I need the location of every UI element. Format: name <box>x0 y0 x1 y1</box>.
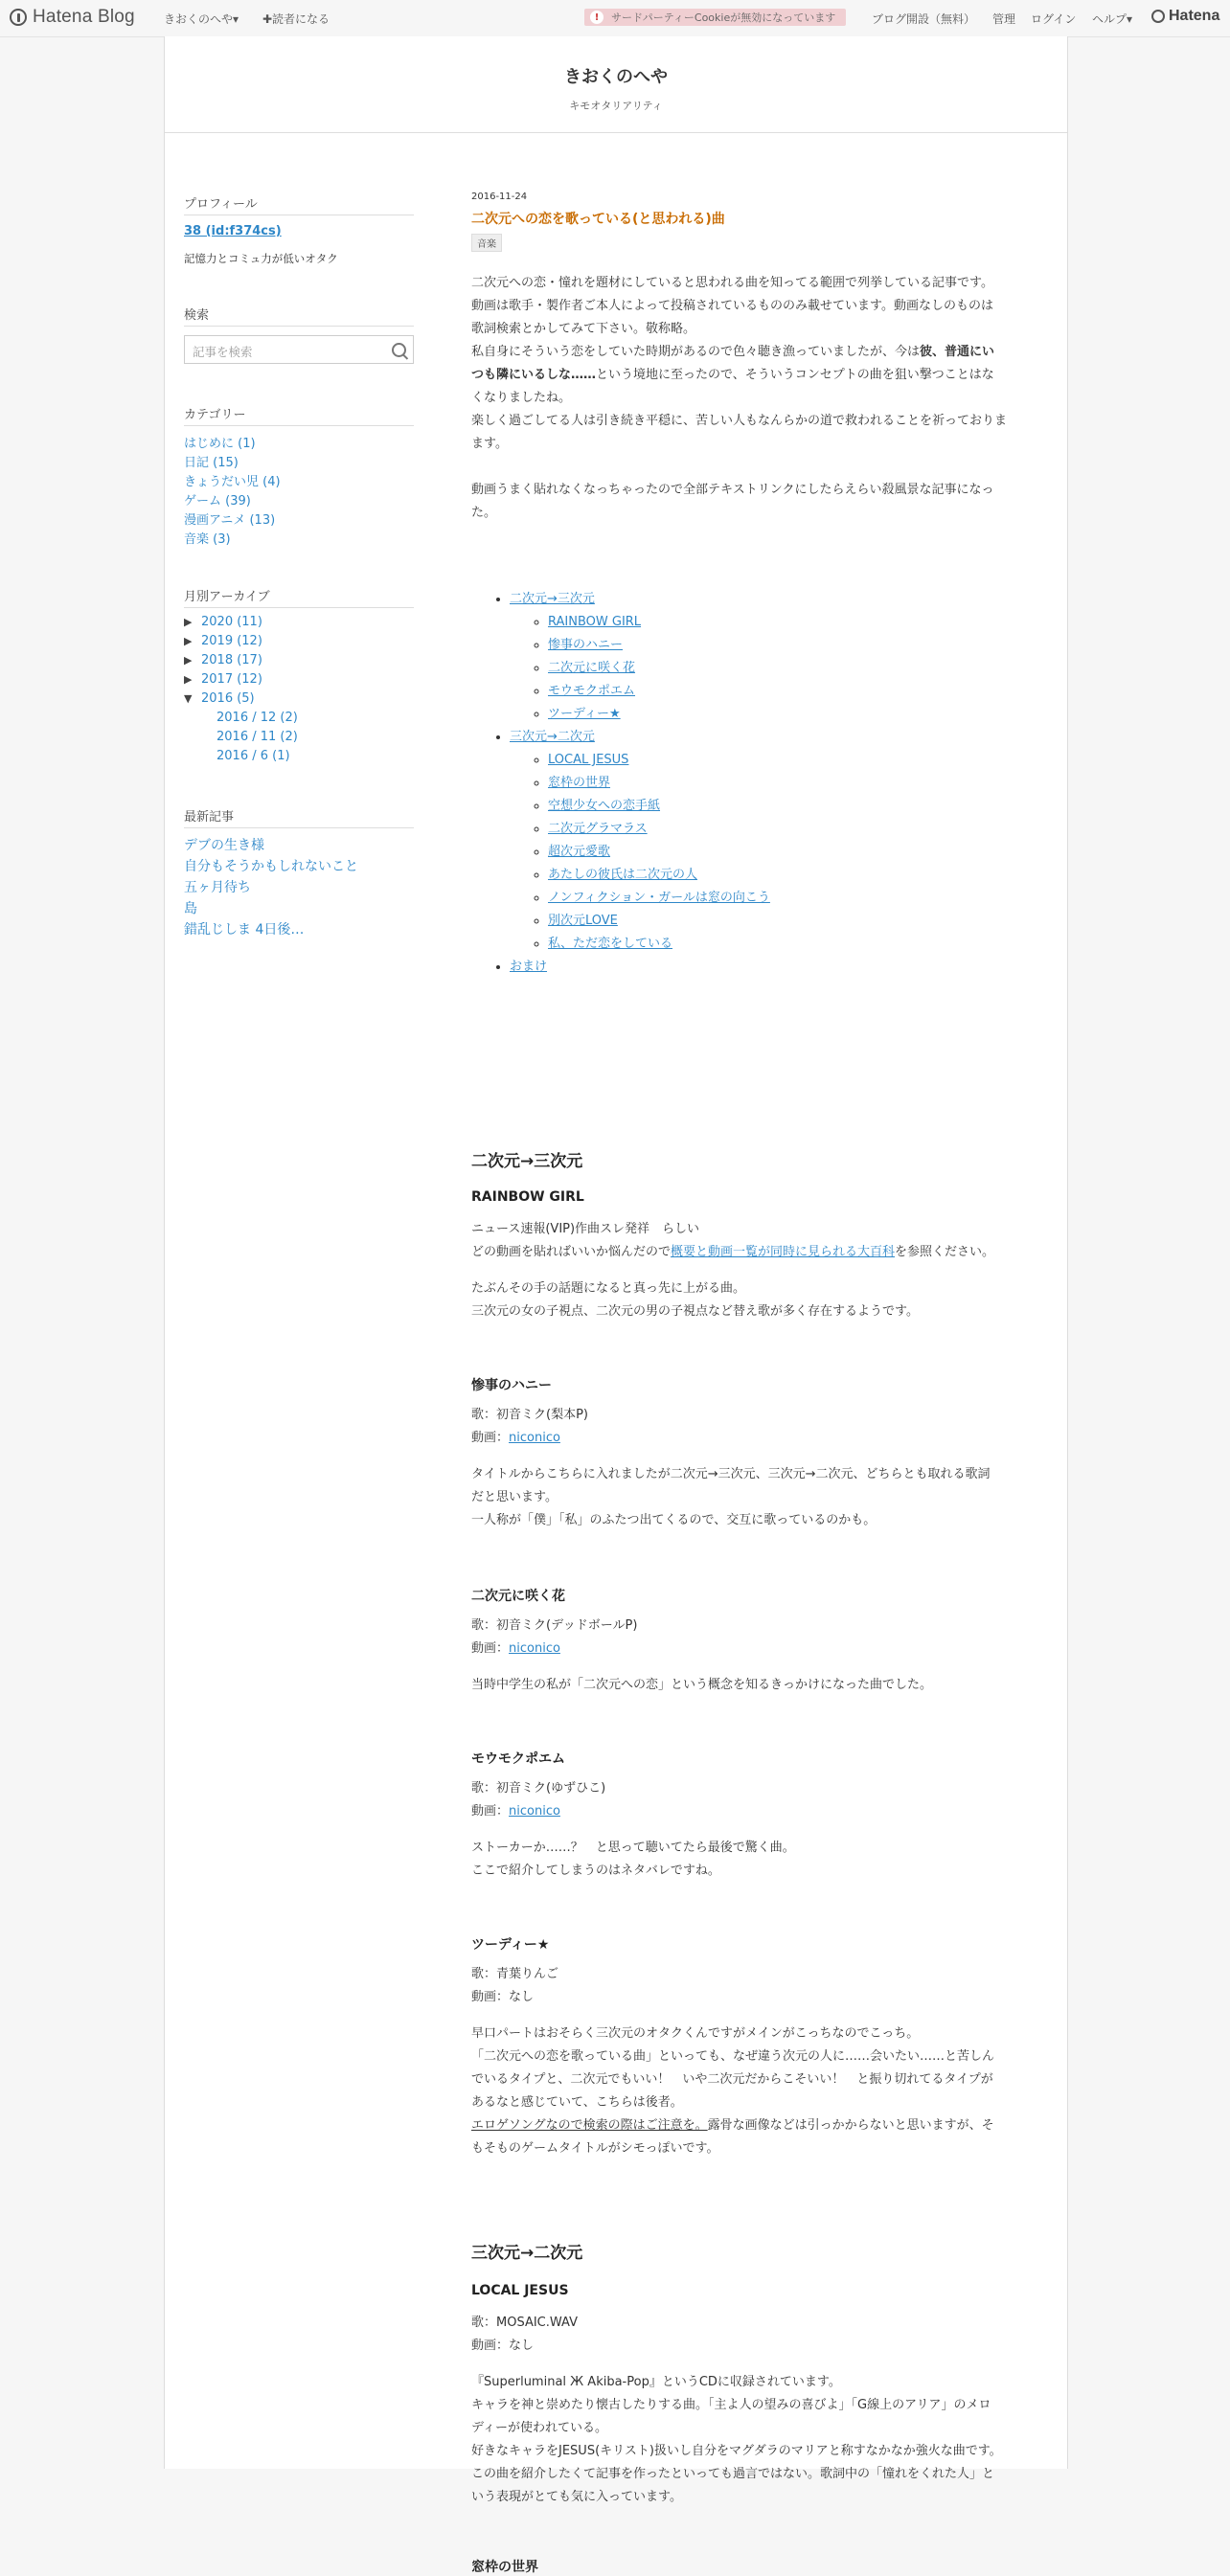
category-link[interactable]: きょうだい児 (4) <box>184 475 281 489</box>
toc-link[interactable]: LOCAL JESUS <box>548 753 629 767</box>
archive-year[interactable]: ▶ 2019 (12) <box>184 634 262 648</box>
archive-month[interactable]: 2016 / 6 (1) <box>216 749 290 763</box>
archive-heading: 月別アーカイブ <box>184 586 414 608</box>
search-box <box>184 335 414 364</box>
hatena-icon <box>1151 10 1165 23</box>
toc-link[interactable]: ツーディー★ <box>548 707 621 721</box>
song-comment: 早口パートはおそらく三次元のオタクくんですがメインがこっちなのでこっち。 「二次元への恋を歌っている曲」といっても、なぜ違う次元の人に……会いたい……と苦しん でいるタイプと、二次元でもいい！ いや二次元だからこそいい！ と振り切れてるタイプが あるなと感じていて、こちらは後者。 エロゲソングなので検索の際はご注意を。露骨な画像などは引っかからないと思いますが、そ もそものゲームタイトルがシモっぽいです。 <box>471 2026 995 2156</box>
song-comment: 当時中学生の私が「二次元への恋」という概念を知るきっかけになった曲でした。 <box>471 1678 933 1692</box>
section-heading: 二次元→三次元 <box>471 1152 583 1171</box>
toc-link[interactable]: おまけ <box>510 960 548 974</box>
category-link[interactable]: 日記 (15) <box>184 456 239 470</box>
start-blog-link[interactable]: ブログ開設（無料） <box>872 12 976 26</box>
profile-text: 記憶力とコミュ力が低いオタク <box>184 252 338 265</box>
expand-arrow-icon[interactable]: ▶ <box>184 616 193 628</box>
toc-link[interactable]: 窓枠の世界 <box>548 776 611 790</box>
archive-month[interactable]: 2016 / 11 (2) <box>216 730 298 744</box>
song-comment: たぶんその手の話題になると真っ先に上がる曲。 三次元の女の子視点、二次元の男の子視点など替え歌が多く存在するようです。 <box>471 1281 919 1319</box>
toc-link[interactable]: 私、ただ恋をしている <box>548 937 673 951</box>
toc-link[interactable]: モウモクポエム <box>548 684 636 698</box>
intro-text: 二次元への恋・憧れを題材にしていると思われる曲を知ってる範囲で列挙している記事です。 動画は歌手・製作者ご本人によって投稿されているもののみ載せています。動画なしのものは 歌詞検索とかしてみて下さい。敬称略。 私自身にそういう恋をしていた時期があるので色々聴き漁っていましたが、今は彼、普通にい つも隣にいるしな……という境地に至ったので、そういうコンセプトの曲を狙い撃つことはな くなりましたね。 楽しく過ごしてる人は引き続き平穏に、苦しい人もなんらかの道で救われることを祈っておりま ます。 <box>471 276 1008 451</box>
recent-article-link[interactable]: 自分もそうかもしれないこと <box>184 859 358 874</box>
blog-title[interactable]: きおくのへや <box>564 67 668 87</box>
song-comment: ストーカーか……？ と思って聴いてたら最後で驚く曲。 ここで紹介してしまうのはネタバレですね。 <box>471 1841 795 1878</box>
song-description: 歌：青葉りんご 動画：なし <box>471 1967 559 2004</box>
profile-link[interactable]: 38 (id:f374cs) <box>184 224 282 238</box>
song-comment: 『Superluminal Ж Akiba-Pop』というCDに収録されています。 キャラを神と崇めたり懐古したりする曲。「主よ人の望みの喜びよ」「G線上のアリア」のメロ ディーが使われている。 好きなキャラをJESUS(キリスト)扱いし自分をマグダラのマリアと称すなかなか強火な曲です。 この曲を紹介したくて記事を作ったといっても過言ではない。歌詞中の「憧れをくれた人」と いう表現がとても気に入っています。 <box>471 2375 1002 2504</box>
cookie-notice[interactable]: ! サードパーティーCookieが無効になっています <box>584 9 846 26</box>
recent-article-link[interactable]: 錯乱じしま 4日後… <box>184 922 305 938</box>
toc-link[interactable]: 二次元→三次元 <box>510 592 595 606</box>
expand-arrow-icon[interactable]: ▶ <box>184 635 193 647</box>
blog-description: キモオタリアリティ <box>569 100 663 112</box>
entry-date[interactable]: 2016-11-24 <box>471 192 528 202</box>
song-description: ニュース速報(VIP)作曲スレ発祥 らしい どの動画を貼ればいいか悩んだので概要と動画一覧が同時に見られる大百科を参照ください。 <box>471 1222 995 1259</box>
expand-arrow-icon[interactable]: ▶ <box>184 673 193 686</box>
hatena-top-bar <box>0 0 1230 37</box>
category-link[interactable]: はじめに (1) <box>184 437 256 451</box>
section-heading: 三次元→二次元 <box>471 2244 583 2263</box>
login-link[interactable]: ログイン <box>1031 12 1077 26</box>
song-heading: 窓枠の世界 <box>471 2560 538 2575</box>
profile-heading: プロフィール <box>184 193 414 215</box>
toc-link[interactable]: 超次元愛歌 <box>548 845 611 859</box>
song-description: 歌：初音ミク(デッドボールP) 動画：niconico <box>471 1618 638 1656</box>
niconico-link[interactable]: niconico <box>509 1431 560 1445</box>
category-heading: カテゴリー <box>184 404 414 426</box>
encyclopedia-link[interactable]: 概要と動画一覧が同時に見られる大百科 <box>671 1245 896 1259</box>
recent-heading: 最新記事 <box>184 806 414 828</box>
category-link[interactable]: ゲーム (39) <box>184 494 251 508</box>
category-link[interactable]: 漫画アニメ (13) <box>184 513 276 528</box>
song-heading: RAINBOW GIRL <box>471 1189 584 1205</box>
hatena-blog-icon <box>10 9 27 26</box>
toc-link[interactable]: 二次元に咲く花 <box>548 661 636 675</box>
song-heading: ツーディー★ <box>471 1937 550 1953</box>
entry-title[interactable]: 二次元への恋を歌っている(と思われる)曲 <box>471 212 725 227</box>
song-heading: LOCAL JESUS <box>471 2283 569 2298</box>
archive-year[interactable]: ▼ 2016 (5) <box>184 691 255 706</box>
niconico-link[interactable]: niconico <box>509 1804 560 1819</box>
song-description: 歌：MOSAIC.WAV 動画：なし <box>471 2316 578 2353</box>
song-heading: モウモクポエム <box>471 1751 565 1767</box>
toc-link[interactable]: あたしの彼氏は二次元の人 <box>548 868 698 882</box>
song-comment: タイトルからこちらに入れましたが二次元→三次元、三次元→二次元、どちらとも取れる歌詞 だと思います。 一人称が「僕」「私」のふたつ出てくるので、交互に歌っているのかも。 <box>471 1467 991 1527</box>
toc-link[interactable]: 二次元グラマラス <box>548 822 648 836</box>
recent-article-link[interactable]: 島 <box>184 901 197 916</box>
hatena-logo[interactable]: Hatena <box>1151 8 1219 25</box>
table-of-contents <box>471 588 1036 979</box>
archive-year[interactable]: ▶ 2018 (17) <box>184 653 262 667</box>
archive-year[interactable]: ▶ 2017 (12) <box>184 672 262 687</box>
song-heading: 二次元に咲く花 <box>471 1589 565 1604</box>
toc-link[interactable]: ノンフィクション・ガールは窓の向こう <box>548 891 770 905</box>
toc-link[interactable]: 惨事のハニー <box>548 638 624 652</box>
song-heading: 惨事のハニー <box>471 1378 552 1393</box>
niconico-link[interactable]: niconico <box>509 1641 560 1656</box>
blog-menu-dropdown[interactable]: きおくのへや▾ <box>164 12 239 26</box>
toc-link[interactable]: 別次元LOVE <box>548 914 618 928</box>
category-tag[interactable]: 音楽 <box>471 234 502 252</box>
admin-link[interactable]: 管理 <box>992 12 1016 26</box>
category-link[interactable]: 音楽 (3) <box>184 532 231 547</box>
expand-arrow-icon[interactable]: ▶ <box>184 654 193 667</box>
warning-icon: ! <box>590 11 604 24</box>
toc-link[interactable]: 空想少女への恋手紙 <box>548 799 661 813</box>
hatena-blog-logo[interactable]: Hatena Blog <box>10 7 135 28</box>
note-text: 動画うまく貼れなくなっちゃったので全部テキストリンクにしたらえらい殺風景な記事になっ た。 <box>471 483 994 520</box>
collapse-arrow-icon[interactable]: ▼ <box>184 692 193 705</box>
toc-link[interactable]: RAINBOW GIRL <box>548 615 642 629</box>
song-description: 歌：初音ミク(ゆずひこ) 動画：niconico <box>471 1781 606 1819</box>
toc-link[interactable]: 三次元→二次元 <box>510 730 595 744</box>
blog-container <box>164 36 1068 2575</box>
recent-article-link[interactable]: 五ヶ月待ち <box>184 880 251 895</box>
archive-month[interactable]: 2016 / 12 (2) <box>216 711 298 725</box>
search-icon[interactable] <box>392 343 406 357</box>
search-input[interactable] <box>191 342 386 361</box>
song-description: 歌：初音ミク(梨本P) 動画：niconico <box>471 1408 588 1445</box>
help-dropdown[interactable]: ヘルプ▾ <box>1092 12 1133 26</box>
recent-article-link[interactable]: デブの生き様 <box>184 838 264 853</box>
archive-year[interactable]: ▶ 2020 (11) <box>184 615 262 629</box>
subscribe-button[interactable]: ✚読者になる <box>262 12 330 26</box>
search-heading: 検索 <box>184 305 414 327</box>
blog-header <box>165 36 1067 133</box>
